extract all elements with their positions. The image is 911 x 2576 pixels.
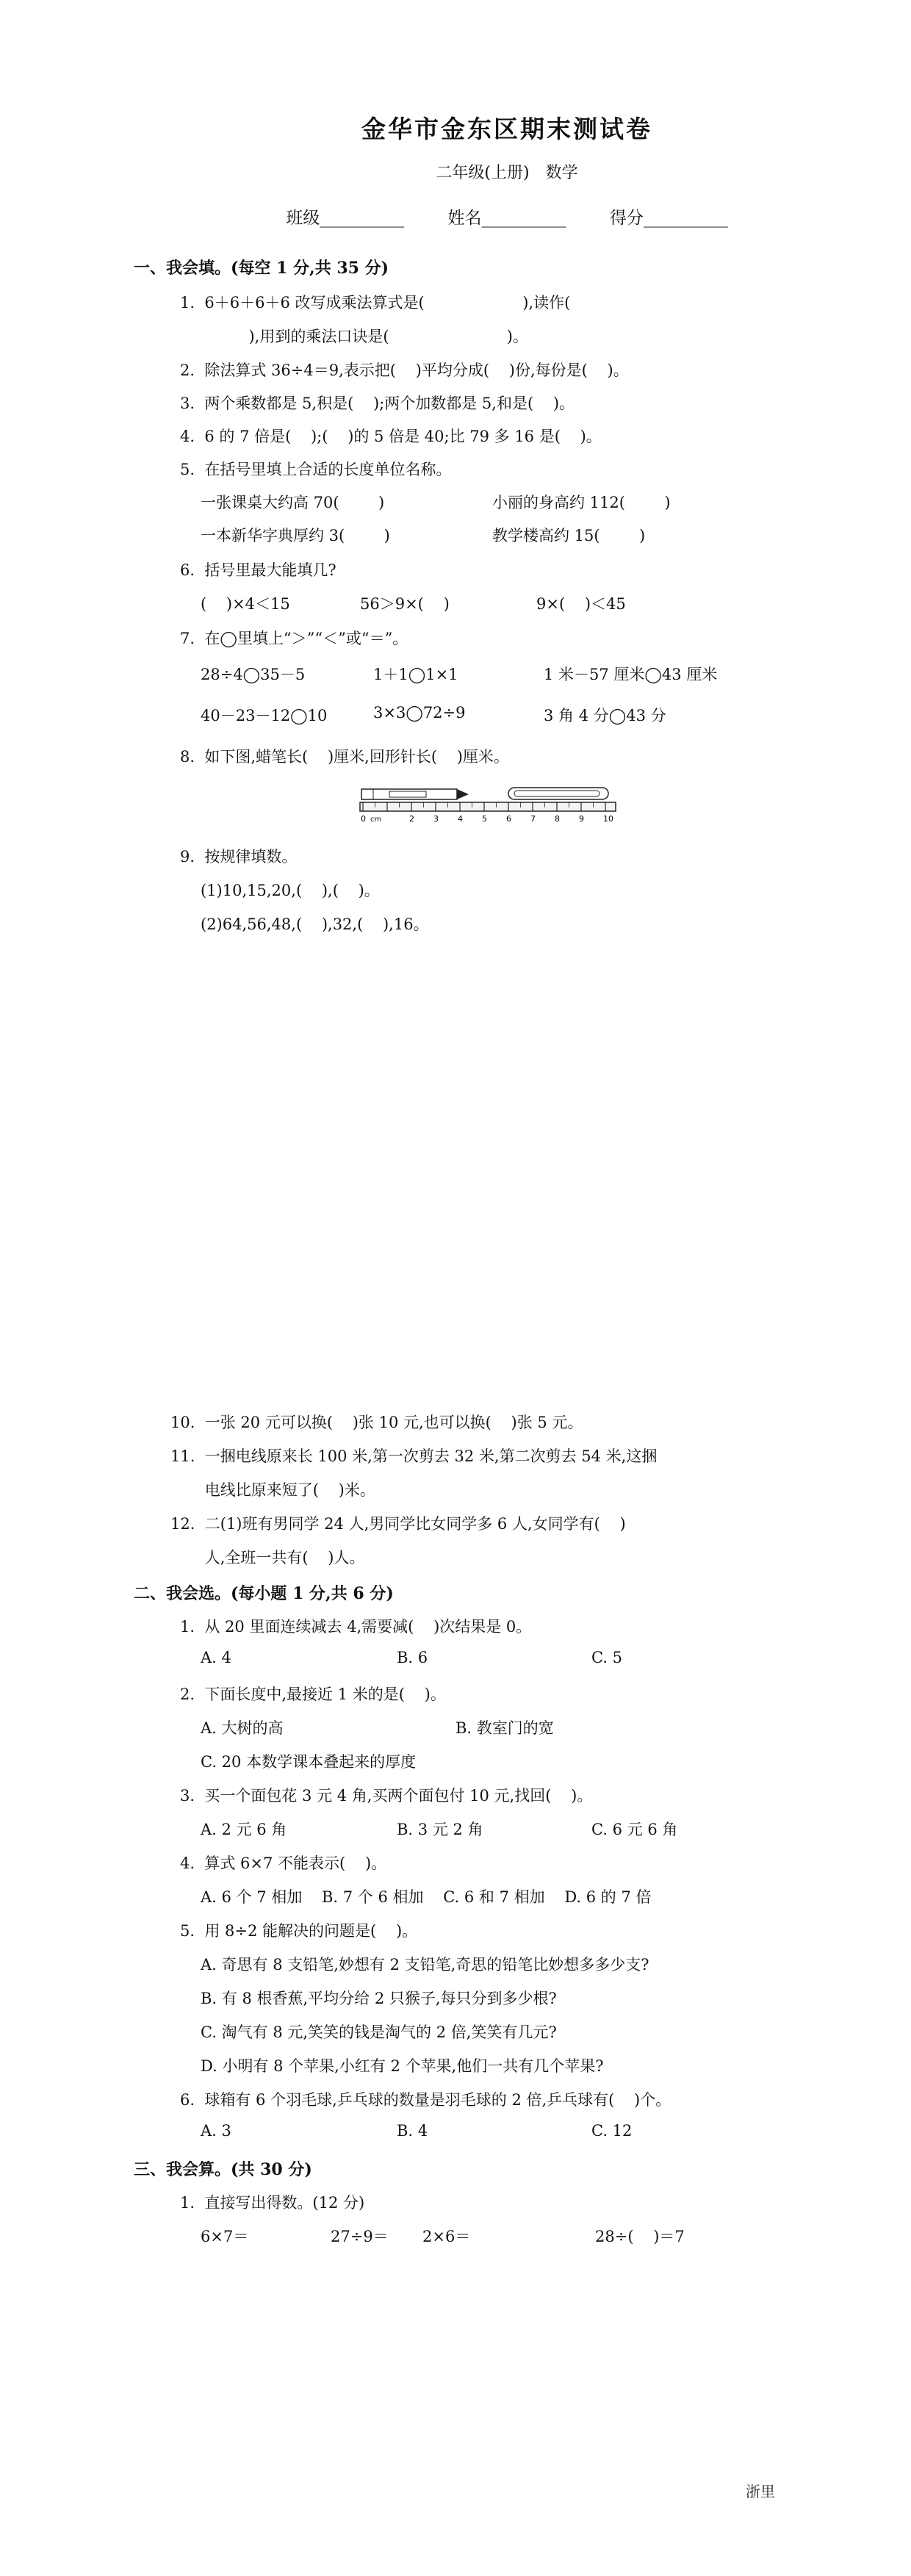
name-field[interactable]: 姓名__________: [447, 209, 566, 228]
calc-1: 1. 直接写出得数。(12 分): [180, 2194, 365, 2212]
choice-1-option-b[interactable]: B. 6: [397, 1649, 428, 1666]
footer-watermark: 浙里: [746, 2483, 775, 2500]
choice-3: 3. 买一个面包花 3 元 4 角,买两个面包付 10 元,找回( )。: [180, 1787, 593, 1805]
paperclip: [508, 788, 608, 799]
question-6-item-b: 56＞9×( ): [360, 595, 450, 613]
question-7-item-a: 28÷4◯35－5: [201, 666, 306, 683]
question-2: 2. 除法算式 36÷4＝9,表示把( )平均分成( )份,每份是( )。: [180, 361, 629, 379]
question-9-item-2: (2)64,56,48,( ),32,( ),16。: [201, 915, 429, 933]
question-1-line-b: ),用到的乘法口诀是( )。: [180, 328, 528, 345]
question-11-line-b: 电线比原来短了( )米。: [170, 1481, 375, 1499]
ruler-unit-label: cm: [370, 816, 382, 824]
question-11-line-a: 11. 一捆电线原来长 100 米,第一次剪去 32 米,第二次剪去 54 米,这捆: [170, 1447, 658, 1465]
choice-3-option-b[interactable]: B. 3 元 2 角: [397, 1821, 483, 1838]
question-5-item-c: 一本新华字典厚约 3( ): [201, 527, 390, 544]
calc-1-item-a: 6×7＝: [201, 2228, 249, 2245]
calc-1-item-b: 27÷9＝: [331, 2228, 389, 2245]
choice-3-option-a[interactable]: A. 2 元 6 角: [201, 1821, 287, 1838]
class-field[interactable]: 班级__________: [286, 209, 405, 228]
paperclip-inner: [514, 791, 599, 796]
question-5-item-d: 教学楼高约 15( ): [492, 527, 646, 544]
choice-6-option-a[interactable]: A. 3: [201, 2122, 231, 2140]
choice-4-options[interactable]: A. 6 个 7 相加 B. 7 个 6 相加 C. 6 和 7 相加 D. 6 的 7 倍: [201, 1888, 652, 1906]
choice-2-option-b[interactable]: B. 教室门的宽: [455, 1719, 554, 1737]
ruler-tick-label: 2: [409, 814, 414, 824]
exam-title: 金华市金东区期末测试卷: [361, 115, 652, 143]
question-12-line-b: 人,全班一共有( )人。: [170, 1549, 365, 1566]
question-7-item-e: 3×3◯72÷9: [373, 704, 466, 722]
question-3: 3. 两个乘数都是 5,积是( );两个加数都是 5,和是( )。: [180, 395, 575, 412]
question-12-line-a: 12. 二(1)班有男同学 24 人,男同学比女同学多 6 人,女同学有( ): [170, 1515, 626, 1533]
ruler-body: [360, 802, 616, 811]
ruler-tick-label: 4: [458, 814, 463, 824]
choice-2: 2. 下面长度中,最接近 1 米的是( )。: [180, 1685, 446, 1703]
choice-3-option-c[interactable]: C. 6 元 6 角: [591, 1821, 678, 1838]
ruler-tick-label: 6: [506, 814, 511, 824]
question-5: 5. 在括号里填上合适的长度单位名称。: [180, 461, 452, 478]
question-10: 10. 一张 20 元可以换( )张 10 元,也可以换( )张 5 元。: [170, 1414, 583, 1431]
student-info-row: [140, 204, 874, 229]
exam-subtitle: 二年级(上册) 数学: [436, 164, 578, 182]
choice-2-option-a[interactable]: A. 大树的高: [201, 1719, 284, 1737]
question-5-item-a: 一张课桌大约高 70( ): [201, 494, 385, 511]
question-7-item-d: 40－23－12◯10: [201, 707, 328, 724]
ruler-figure: [359, 786, 617, 824]
choice-6: 6. 球箱有 6 个羽毛球,乒乓球的数量是羽毛球的 2 倍,乒乓球有( )个。: [180, 2091, 671, 2109]
choice-5-option-d[interactable]: D. 小明有 8 个苹果,小红有 2 个苹果,他们一共有几个苹果?: [201, 2057, 604, 2075]
score-field[interactable]: 得分__________: [609, 209, 728, 228]
ruler-tick-label: 3: [433, 814, 439, 824]
ruler-tick-label: 5: [482, 814, 487, 824]
ruler-tick-label: 8: [555, 814, 560, 824]
exam-page-1: [134, 110, 874, 933]
question-6-item-c: 9×( )＜45: [536, 595, 626, 613]
crayon: [361, 789, 457, 799]
question-9: 9. 按规律填数。: [180, 848, 298, 866]
question-7-item-f: 3 角 4 分◯43 分: [544, 707, 666, 724]
choice-5-option-a[interactable]: A. 奇思有 8 支铅笔,妙想有 2 支铅笔,奇思的铅笔比妙想多多少支?: [201, 1956, 649, 1974]
question-7: 7. 在◯里填上“＞”“＜”或“＝”。: [180, 630, 408, 647]
ruler-tick-label: 7: [530, 814, 536, 824]
choice-4: 4. 算式 6×7 不能表示( )。: [180, 1854, 387, 1872]
question-5-item-b: 小丽的身高约 112( ): [492, 494, 671, 511]
choice-1-option-a[interactable]: A. 4: [201, 1649, 231, 1666]
choice-6-option-b[interactable]: B. 4: [397, 2122, 428, 2140]
choice-6-option-c[interactable]: C. 12: [591, 2122, 633, 2140]
section-3-heading: 三、我会算。(共 30 分): [134, 2160, 312, 2179]
choice-2-option-c[interactable]: C. 20 本数学课本叠起来的厚度: [201, 1753, 417, 1771]
question-1-line-a: 1. 6＋6＋6＋6 改写成乘法算式是( ),读作(: [180, 294, 571, 312]
section-1-heading: 一、我会填。(每空 1 分,共 35 分): [134, 259, 389, 278]
ruler-tick-label: 10: [603, 814, 613, 824]
ruler-tick-label: 0: [361, 814, 366, 824]
choice-5: 5. 用 8÷2 能解决的问题是( )。: [180, 1922, 418, 1940]
ruler-labels: [361, 814, 613, 824]
exam-page-2: [134, 1396, 874, 2263]
choice-5-option-b[interactable]: B. 有 8 根香蕉,平均分给 2 只猴子,每只分到多少根?: [201, 1990, 557, 2007]
section-2-heading: 二、我会选。(每小题 1 分,共 6 分): [134, 1584, 394, 1603]
question-8: 8. 如下图,蜡笔长( )厘米,回形针长( )厘米。: [180, 748, 509, 766]
calc-1-item-d: 28÷( )＝7: [595, 2228, 685, 2245]
crayon-tip: [457, 789, 469, 799]
question-7-item-c: 1 米－57 厘米◯43 厘米: [544, 666, 718, 683]
ruler-tick-label: 9: [579, 814, 584, 824]
choice-5-option-c[interactable]: C. 淘气有 8 元,笑笑的钱是淘气的 2 倍,笑笑有几元?: [201, 2023, 557, 2041]
question-6-item-a: ( )×4＜15: [201, 595, 290, 613]
question-4: 4. 6 的 7 倍是( );( )的 5 倍是 40;比 79 多 16 是( )。: [180, 428, 602, 445]
choice-1: 1. 从 20 里面连续减去 4,需要减( )次结果是 0。: [180, 1618, 532, 1636]
question-9-item-1: (1)10,15,20,( ),( )。: [201, 882, 380, 899]
calc-1-item-c: 2×6＝: [422, 2228, 471, 2245]
choice-1-option-c[interactable]: C. 5: [591, 1649, 623, 1666]
question-7-item-b: 1＋1◯1×1: [373, 666, 458, 683]
question-6: 6. 括号里最大能填几?: [180, 561, 336, 579]
